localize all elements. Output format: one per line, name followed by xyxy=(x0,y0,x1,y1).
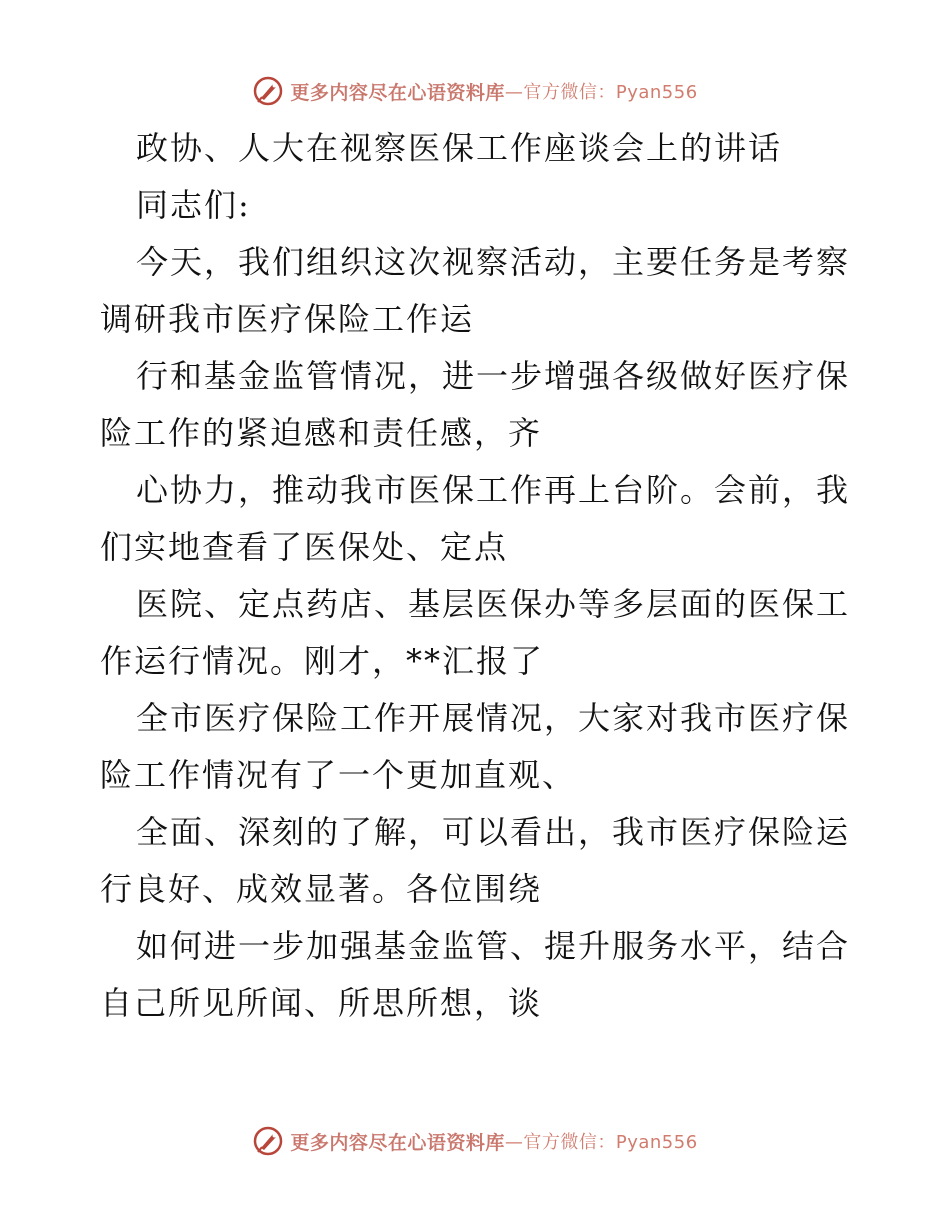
paragraph-5-line-1: 全市医疗保险工作开展情况，大家对我市医疗保 xyxy=(136,699,851,737)
banner-wechat-text: —官方微信：Pyan556 xyxy=(504,82,698,103)
paragraph-3-line-2: 们实地查看了医保处、定点 xyxy=(100,528,509,566)
paragraph-2-line-2: 险工作的紧迫感和责任感，齐 xyxy=(100,414,543,452)
paragraph-1-line-1: 今天，我们组织这次视察活动，主要任务是考察 xyxy=(136,243,851,281)
banner-site-text: 更多内容尽在心语资料库 xyxy=(290,1131,505,1154)
header-banner xyxy=(0,71,950,111)
paragraph-7-line-2: 自己所见所闻、所思所想，谈 xyxy=(100,984,543,1022)
footer-banner xyxy=(0,1121,950,1161)
document-body xyxy=(100,120,852,1032)
banner-site-text: 更多内容尽在心语资料库 xyxy=(290,81,505,104)
quill-pen-logo-icon xyxy=(252,75,284,107)
quill-pen-logo-icon xyxy=(252,1125,284,1157)
paragraph-2-line-1: 行和基金监管情况，进一步增强各级做好医疗保 xyxy=(136,357,851,395)
paragraph-4-line-2: 作运行情况。刚才，**汇报了 xyxy=(100,642,545,680)
paragraph-5-line-2: 险工作情况有了一个更加直观、 xyxy=(100,756,577,794)
paragraph-1-line-2: 调研我市医疗保险工作运 xyxy=(100,300,475,338)
banner-wechat-text: —官方微信：Pyan556 xyxy=(504,1132,698,1153)
paragraph-7-line-1: 如何进一步加强基金监管、提升服务水平，结合 xyxy=(136,927,851,965)
salutation: 同志们: xyxy=(136,186,251,224)
paragraph-4-line-1: 医院、定点药店、基层医保办等多层面的医保工 xyxy=(136,585,851,623)
paragraph-3-line-1: 心协力，推动我市医保工作再上台阶。会前，我 xyxy=(136,471,851,509)
paragraph-6-line-2: 行良好、成效显著。各位围绕 xyxy=(100,870,543,908)
document-title: 政协、人大在视察医保工作座谈会上的讲话 xyxy=(136,129,783,167)
paragraph-6-line-1: 全面、深刻的了解，可以看出，我市医疗保险运 xyxy=(136,813,851,851)
